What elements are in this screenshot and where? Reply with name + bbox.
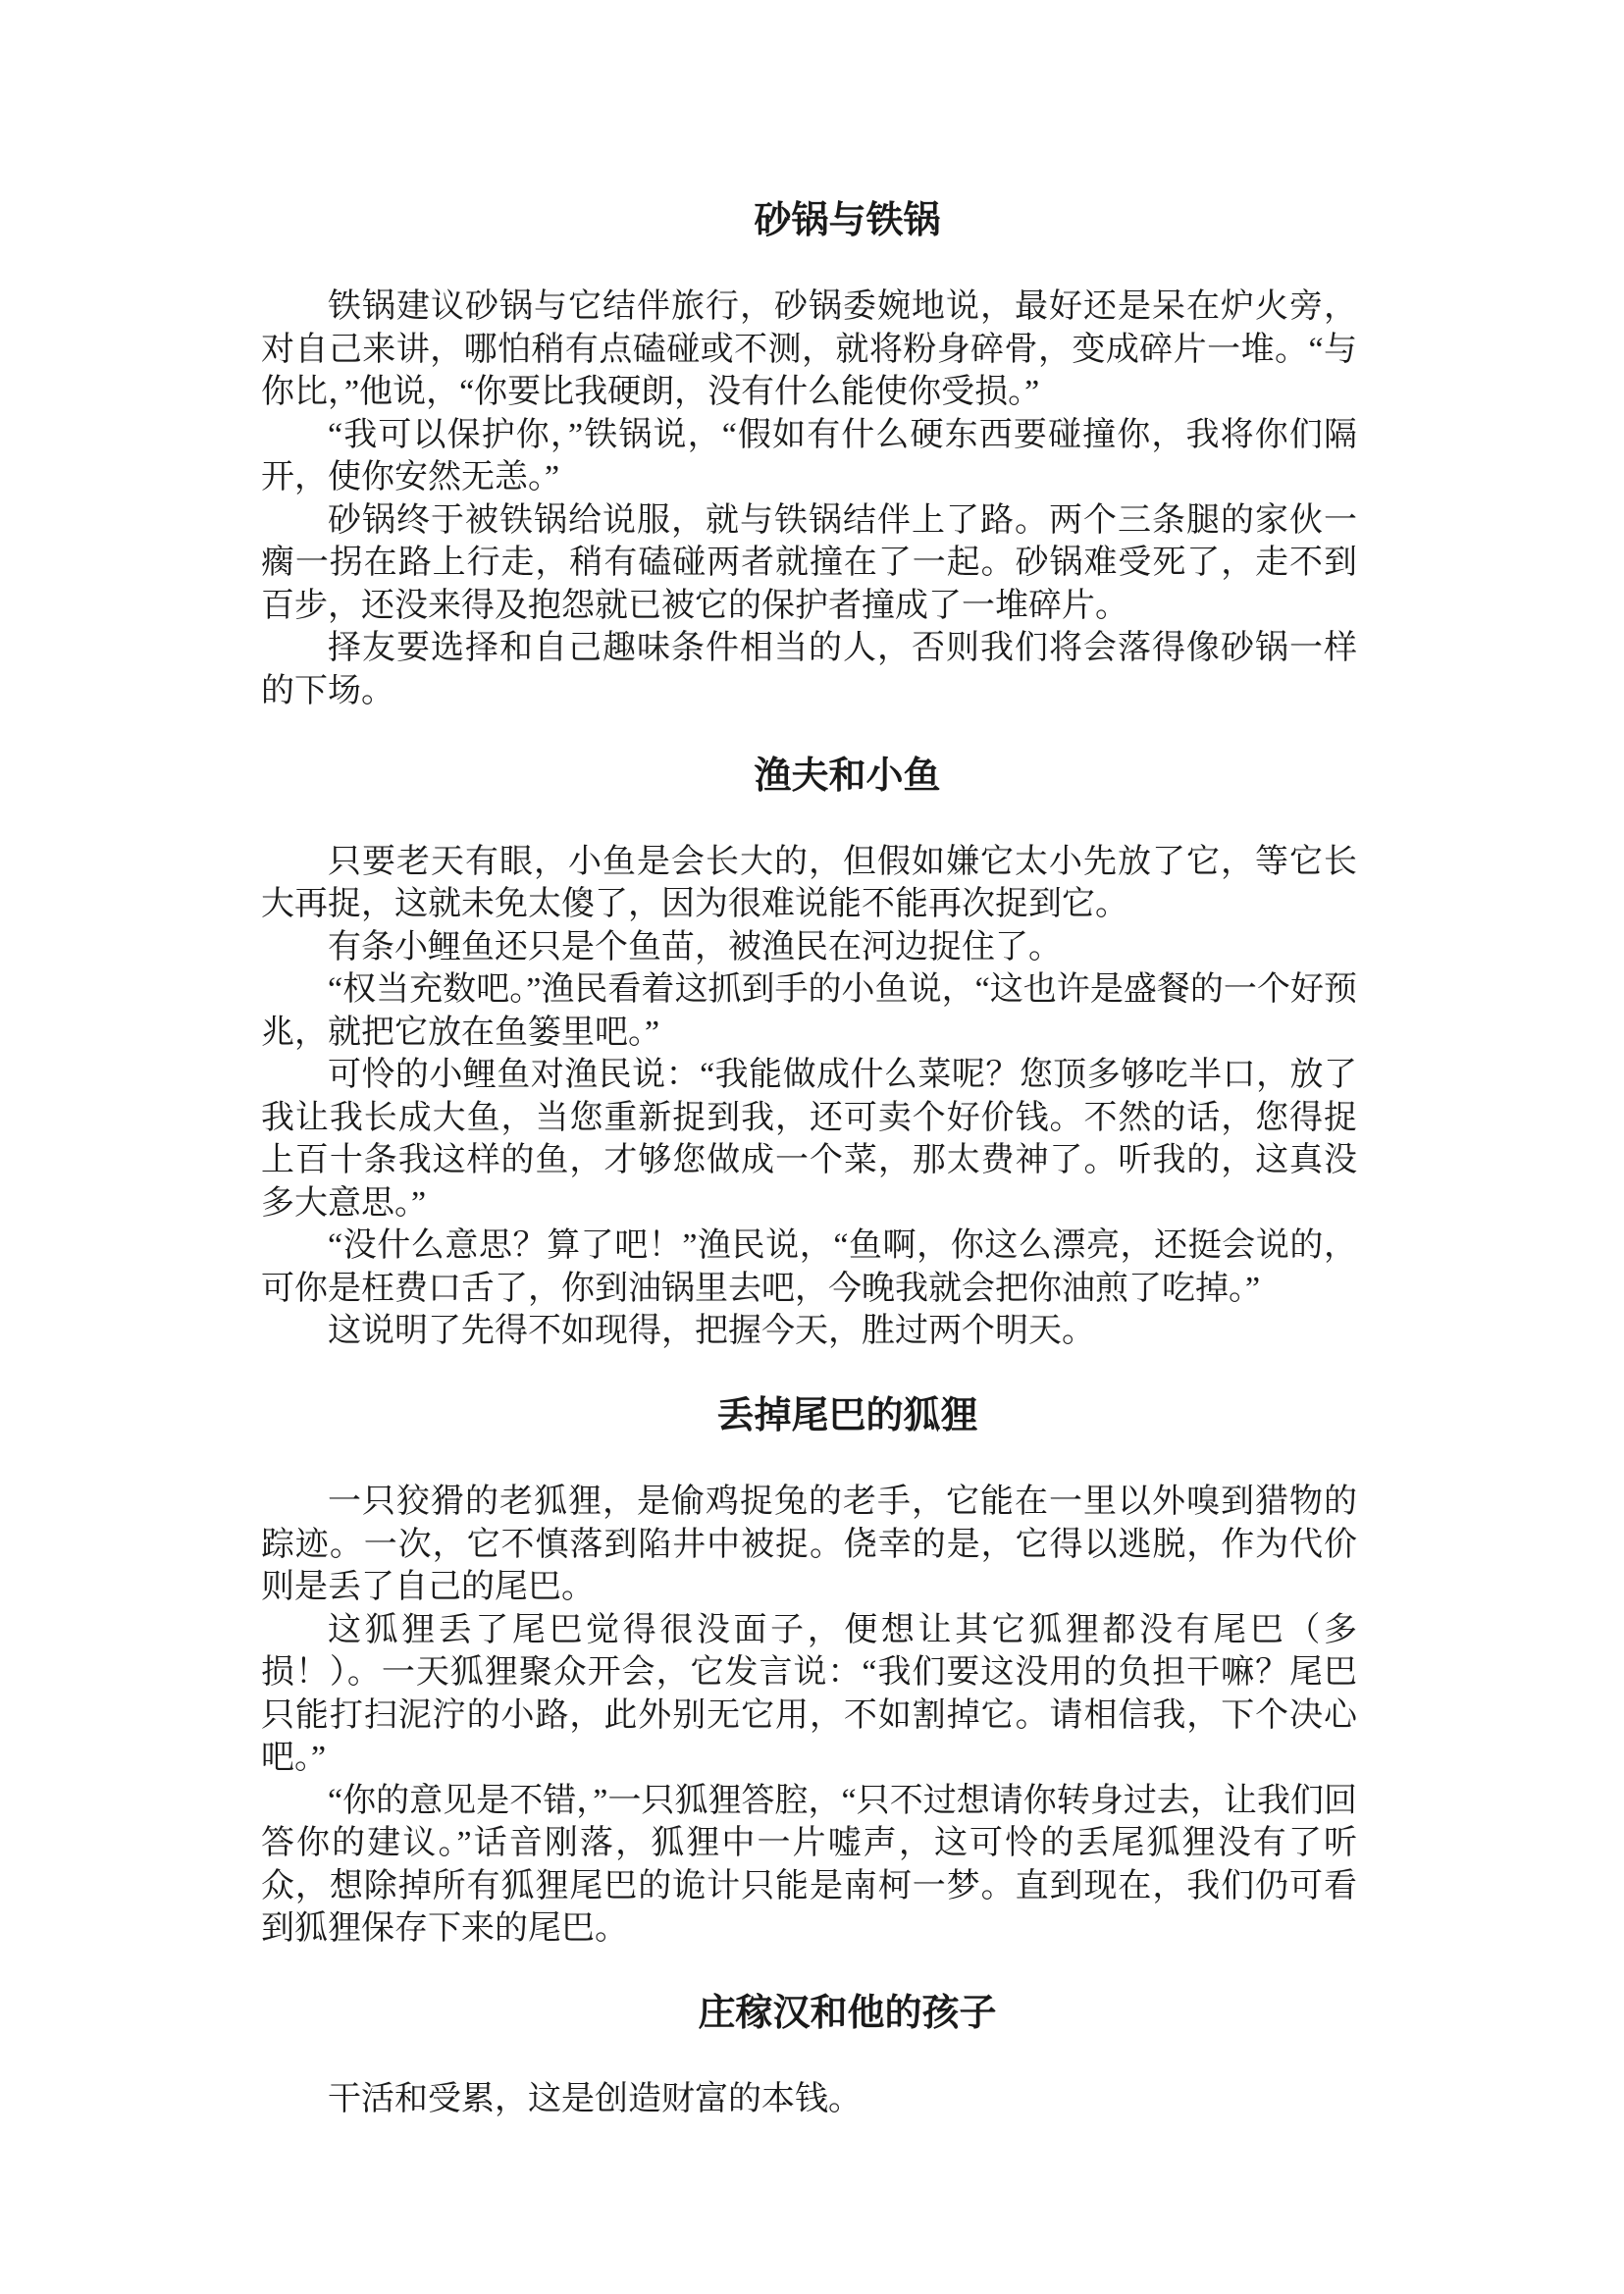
- story-title-fox-without-tail: 丢掉尾巴的狐狸: [716, 1395, 978, 1436]
- story-paragraph: “你的意见是不错，”一只狐狸答腔，“只不过想请你转身过去，让我们回答你的建议。”话音刚落，狐狸中一片嘘声，这可怜的丢尾狐狸没有了听众，想除掉所有狐狸尾巴的诡计只能是南柯一梦。直到现在，我们仍可看到狐狸保存下来的尾巴。: [261, 1782, 1357, 1947]
- story-title-fisherman-and-fish: 渔夫和小鱼: [754, 755, 941, 797]
- story-title-pot-and-kettle: 砂锅与铁锅: [754, 200, 941, 241]
- story-paragraph: 砂锅终于被铁锅给说服，就与铁锅结伴上了路。两个三条腿的家伙一瘸一拐在路上行走，稍有磕碰两者就撞在了一起。砂锅难受死了，走不到百步，还没来得及抱怨就已被它的保护者撞成了一堆碎片。: [261, 501, 1357, 624]
- story-paragraph: “我可以保护你，”铁锅说，“假如有什么硬东西要碰撞你，我将你们隔开，使你安然无恙。”: [261, 416, 1357, 495]
- story-paragraph: 一只狡猾的老狐狸，是偷鸡捉兔的老手，它能在一里以外嗅到猎物的踪迹。一次，它不慎落到陷井中被捉。侥幸的是，它得以逃脱，作为代价则是丢了自己的尾巴。: [261, 1484, 1357, 1605]
- story-paragraph: “没什么意思？算了吧！”渔民说，“鱼啊，你这么漂亮，还挺会说的，可你是枉费口舌了，你到油锅里去吧，今晚我就会把你油煎了吃掉。”: [261, 1227, 1357, 1307]
- story-paragraph: 铁锅建议砂锅与它结伴旅行，砂锅委婉地说，最好还是呆在炉火旁，对自己来讲，哪怕稍有点磕碰或不测，就将粉身碎骨，变成碎片一堆。“与你比，”他说，“你要比我硬朗，没有什么能使你受损。”: [261, 288, 1357, 410]
- story-paragraph: “权当充数吧。”渔民看着这抓到手的小鱼说，“这也许是盛餐的一个好预兆，就把它放在鱼篓里吧。”: [261, 971, 1357, 1051]
- story-paragraph: 只要老天有眼，小鱼是会长大的，但假如嫌它太小先放了它，等它长大再捉，这就未免太傻了，因为很难说能不能再次捉到它。: [261, 843, 1357, 922]
- story-title-farmer-and-children: 庄稼汉和他的孩子: [698, 1993, 997, 2034]
- story-paragraph: 有条小鲤鱼还只是个鱼苗，被渔民在河边捉住了。: [328, 928, 1062, 965]
- story-paragraph: 干活和受累，这是创造财富的本钱。: [328, 2081, 862, 2117]
- story-paragraph: 择友要选择和自己趣味条件相当的人，否则我们将会落得像砂锅一样的下场。: [261, 630, 1357, 709]
- story-paragraph: 可怜的小鲤鱼对渔民说：“我能做成什么菜呢？您顶多够吃半口，放了我让我长成大鱼，当您重新捉到我，还可卖个好价钱。不然的话，您得捉上百十条我这样的鱼，才够您做成一个菜，那太费神了。听我的，这真没多大意思。”: [261, 1057, 1357, 1222]
- story-paragraph: 这说明了先得不如现得，把握今天，胜过两个明天。: [328, 1313, 1095, 1349]
- story-paragraph: 这狐狸丢了尾巴觉得很没面子，便想让其它狐狸都没有尾巴（多损！）。一天狐狸聚众开会，它发言说：“我们要这没用的负担干嘛？尾巴只能打扫泥泞的小路，此外别无它用，不如割掉它。请相信我，下个决心吧。”: [261, 1611, 1357, 1776]
- document-content: [261, 200, 1357, 2121]
